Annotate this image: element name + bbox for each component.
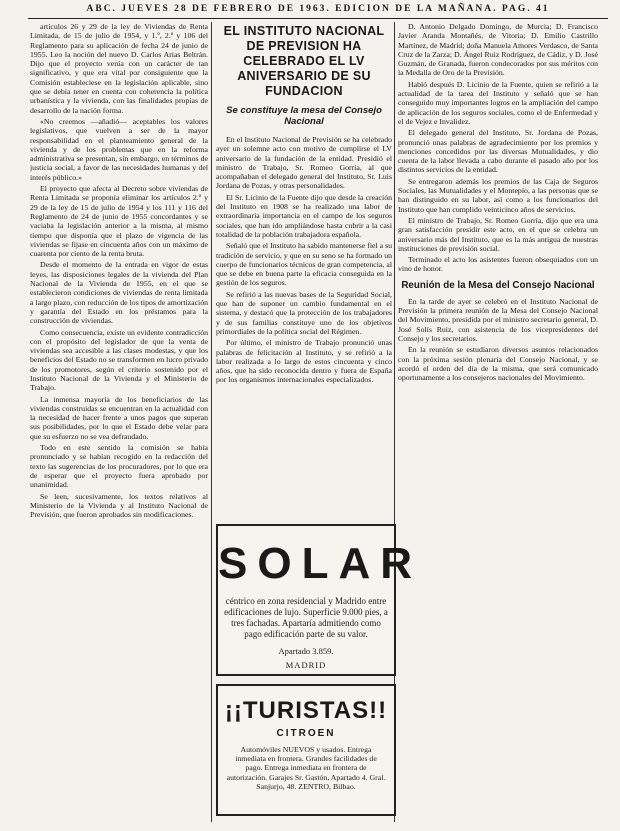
column-2-paragraph: El Sr. Licinio de la Fuente dijo que desde la creación del Instituto en 1908 se ha realizado una labor de extraordinaria importancia en el campo de los seguros sociales, que han ido ampliándose hasta cubrir a la casi totalidad de la población trabajadora española. [216, 192, 392, 239]
column-3-paragraph: El ministro de Trabajo, Sr. Romeo Gorría, dijo que era una gran satisfacción presidir este acto, en el que se celebra un aniversario más del Instituto, que es la más antigua de nuestras instituciones de previsión social. [398, 215, 598, 253]
column-3 [398, 22, 598, 827]
turistas-advertisement [216, 684, 396, 816]
turistas-ad-text: Automóviles NUEVOS y usados. Entrega inmediata en frontera. Grandes facilidades de pago. Entrega inmediata en frontera de autorización. Garajes Sr. Gastón, Apartado 4. Gral. Sanjurjo, 48. ZENTRO, Bilbao. [226, 745, 386, 791]
solar-ad-text: céntrico en zona residencial y Madrido entre edificaciones de lujo. Superficie 9.000 pies, a tres fachadas. Apartaría admitiendo como pago edificación parte de su valor. [224, 596, 388, 639]
solar-advertisement [216, 524, 422, 676]
column-1 [30, 22, 208, 827]
column-1-paragraph: La inmensa mayoría de los beneficiarios de las viviendas construidas se encuentran en la actualidad con la necesidad de hacer frente a unos pagos que superan sus posibilidades, por lo que el Estado debe velar para que su esfuerzo no se vea defraudado. [30, 394, 208, 441]
column-2-paragraph: Señaló que el Instituto ha sabido mantenerse fiel a su tradición de servicio, y que en su seno se ha formado un cuerpo de funcionarios técnicos de gran competencia, al que se debe en buena parte la eficacia conseguida en la gestión de los seguros. [216, 241, 392, 288]
article-subhead: Se constituye la mesa del Consejo Nacional [226, 105, 382, 127]
turistas-ad-title: ¡¡TURISTAS!! [224, 697, 388, 724]
column-3-paragraph: En la reunión se estudiaron diversos asuntos relacionados con la próxima sesión plenaria del Consejo Nacional, y se acordó el orden del día de la misma, que será comunicado oportunamente a los consejeros nacionales del Movimiento. [398, 345, 598, 383]
column-1-paragraph: Desde el momento de la entrada en vigor de estas leyes, las disposiciones legales de la vivienda del Plan Nacional de la Vivienda de 1955, en el que se establecieron condiciones de viviendas de renta limitada a largo plazo, con reducción de los tipos de amortización y garantía del Estado en los préstamos para la construcción de viviendas. [30, 260, 208, 326]
column-3-paragraph: Se entregaron además los premios de las Caja de Seguros Sociales, las Mutualidades y el Montepío, a las personas que se han distinguido en su labor, así como a los funcionarios del Instituto que han cumplido veinticinco años de servicios. [398, 176, 598, 214]
article-headline: EL INSTITUTO NACIONAL DE PREVISION HA CELEBRADO EL LV ANIVERSARIO DE SU FUNDACION [223, 24, 385, 98]
column-2-paragraph: Se refirió a las nuevas bases de la Seguridad Social, que han de suponer un cambio fundamental en el sistema, y destacó que la protección de los trabajadores y de sus familias constituye uno de los objetivos primordiales de la política social del Régimen. [216, 289, 392, 336]
column-2-paragraph: Por último, el ministro de Trabajo pronunció unas palabras de felicitación al Instituto, y se refirió a la labor realizada a lo largo de estos cincuenta y cinco años, que ha sido reconocida dentro y fuera de España por los organismos internacionales especializados. [216, 338, 392, 385]
solar-ad-city: MADRID [285, 660, 327, 670]
solar-ad-box: Apartado 3.859. [278, 646, 334, 656]
page-header: ABC. JUEVES 28 DE FEBRERO DE 1963. EDICION DE LA MAÑANA. PAG. 41 [28, 4, 608, 19]
column-divider-1 [211, 22, 212, 822]
column-3-paragraph: Terminado el acto los asistentes fueron obsequiados con un vino de honor. [398, 255, 598, 274]
column-1-paragraph: «No creemos —añadió— aceptables los valores legislativos, que vuelven a ser de la mayor responsabilidad en el planteamiento general de la vivienda y de los problemas que en la reforma administrativa se presentan, sin embargo, en términos de justicia social, a favor de las necesidades humanas y del interés público.» [30, 116, 208, 182]
column-1-paragraph: artículos 26 y 29 de la ley de Viviendas de Renta Limitada, de 15 de julio de 1954, y 1.º, 2.º y 106 del Reglamento para su aplicación de fecha 24 de junio de 1955. Leo la noción del nuevo D. Carlos Arias Beltrán. Dijo que el proyecto venía con un carácter de tan significativo, y que era vital por consiguiente que la Comisión estableciese en la legislación aplicable, sino que se debía tener en cuenta con coherencia la política urbanística y la vivienda, con las finalidades propias de desarrollo de la nación forma. [30, 22, 208, 115]
column-1-paragraph: El proyecto que afecta al Decreto sobre viviendas de Renta Limitada se proponía eliminar los artículos 2.º y 29 de la ley de 15 de julio de 1954 y los 111 y 116 del Reglamento de 24 de junio de 1955 concordantes y se vaciaba la legislación anterior a la misma, al mismo tiempo que disponía que el plazo de vigencia de las viviendas se fijase en cincuenta años con un máximo de cuarenta por ciento de la renta bruta. [30, 184, 208, 259]
turistas-ad-brand: CITROEN [276, 728, 336, 739]
column-1-paragraph: Todo en este sentido la comisión se había pronunciado y se habían recogido en la redacción del texto las sugerencias de los procuradores, por lo que era de esperar que el proyecto fuera aprobado por unanimidad. [30, 443, 208, 490]
column-1-paragraph: Se leen, sucesivamente, los textos relativos al Ministerio de la Vivienda y al Instituto Nacional de Previsión, que fueron aprobados sin modificaciones. [30, 491, 208, 520]
section-subhead: Reunión de la Mesa del Consejo Nacional [401, 279, 595, 291]
column-3-paragraph: En la tarde de ayer se celebró en el Instituto Nacional de Previsión la primera reunión de la Mesa del Consejo Nacional del Movimiento, presidida por el ministro secretario general, D. José Solís Ruiz, con asistencia de los vicepresidentes del Consejo y los secretarios. [398, 296, 598, 343]
solar-ad-title: SOLAR [218, 539, 422, 588]
column-1-paragraph: Como consecuencia, existe un evidente contradicción con el propósito del legislador de que la venta de viviendas sea accesible a las clases modestas, y que los beneficios del Estado no se transformen en lucro privado de los promotores, según el criterio sostenido por el Instituto Nacional de la Vivienda y el Ministerio de Trabajo. [30, 327, 208, 393]
column-3-paragraph: Habló después D. Licinio de la Fuente, quien se refirió a la actualidad de la tarea del Instituto y señaló que se han conseguido muy importantes logros en la ampliación del campo de aplicación de los seguros sociales, como el de Enfermedad y el de Vejez e Invalidez. [398, 79, 598, 126]
column-3-paragraph: El delegado general del Instituto, Sr. Jordana de Pozas, pronunció unas palabras de agradecimiento por los premios y menciones concedidos por las diversas Mutualidades, y dio cuenta de la labor llevada a cabo durante el pasado año por los distintos servicios de la entidad. [398, 128, 598, 175]
column-2-paragraph: En el Instituto Nacional de Previsión se ha celebrado ayer un solemne acto con motivo de cumplirse el LV aniversario de la fundación de la entidad. Presidió el ministro de Trabajo, Sr. Romeo Gorría, al que acompañaban el delegado general del Instituto, Sr. Luis Jordana de Pozas, y otras personalidades. [216, 135, 392, 191]
column-3-paragraph: D. Antonio Delgado Domingo, de Murcia; D. Francisco Javier Aranda Montañés, de Vitoria; D. Emilio Castrillo Martínez, de Madrid; doña Manuela Amores Verdasco, de Santa Cruz de la Zarza; D. Ángel Ruiz Rodríguez, de Cádiz, y D. José Guzmán, de Granada, fueron condecorados por sus méritos con la Medalla de Oro de la Previsión. [398, 22, 598, 78]
